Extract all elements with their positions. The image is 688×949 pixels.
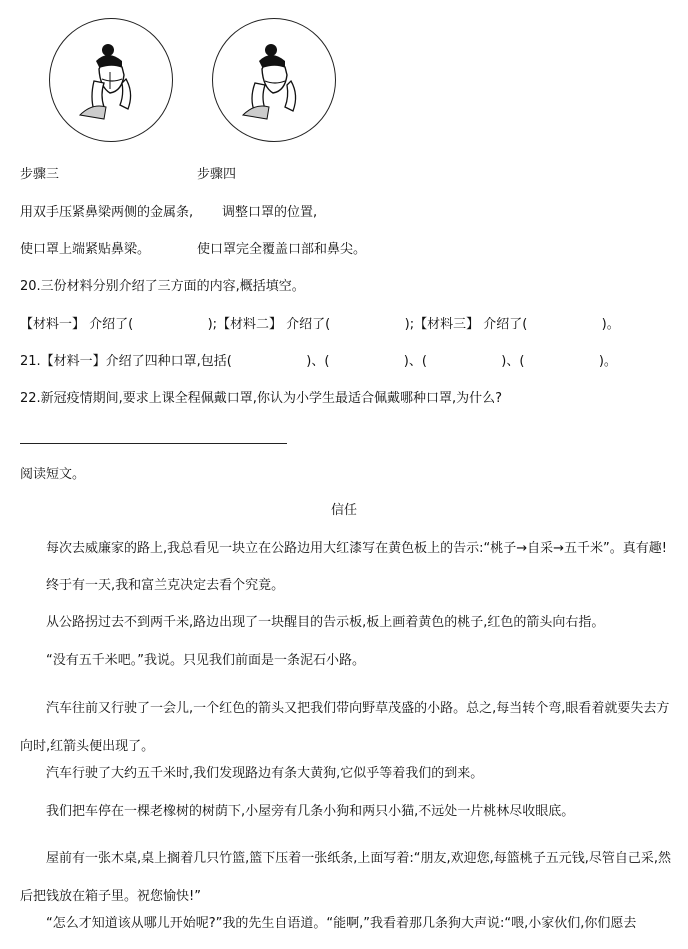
answer-line xyxy=(20,443,287,444)
step4-description-line2: 使口罩完全覆盖口部和鼻尖。 xyxy=(197,242,367,257)
step4-label: 步骤四 xyxy=(197,167,237,182)
step3-description-line1: 用双手压紧鼻梁两侧的金属条, xyxy=(20,205,194,220)
passage-paragraph: 从公路拐过去不到两千米,路边出现了一块醒目的告示板,板上画着黄色的桃子,红色的箭头向右指。 xyxy=(46,615,605,630)
passage-paragraph: “没有五千米吧。”我说。只见我们前面是一条泥石小路。 xyxy=(46,653,365,668)
step3-description-line2: 使口罩上端紧贴鼻梁。 xyxy=(20,242,151,257)
step4-description-line1: 调整口罩的位置, xyxy=(222,205,318,220)
passage-paragraph: 我们把车停在一棵老橡树的树荫下,小屋旁有几条小狗和两只小猫,不远处一片桃林尽收眼底。 xyxy=(46,804,575,819)
woman-adjusting-mask-icon xyxy=(213,19,337,143)
passage-title: 信任 xyxy=(330,503,357,518)
question-21: 21.【材料一】介绍了四种口罩,包括( )、( )、( )、( )。 xyxy=(20,354,617,369)
passage-paragraph: 每次去威廉家的路上,我总看见一块立在公路边用大红漆写在黄色板上的告示:“桃子→自采→五千米”。真有趣! xyxy=(46,541,667,556)
passage-paragraph: “怎么才知道该从哪儿开始呢?”我的先生自语道。“能啊,”我看着那几条狗大声说:“喂,小家伙们,你们愿去 xyxy=(46,916,637,931)
step3-illustration xyxy=(49,18,173,142)
woman-pressing-mask-icon xyxy=(50,19,174,143)
passage-paragraph: 屋前有一张木桌,桌上搁着几只竹篮,篮下压着一张纸条,上面写着:“朋友,欢迎您,每篮桃子五元钱,尽管自己采,然后把钱放在箱子里。祝您愉快!” xyxy=(20,851,672,904)
step3-label: 步骤三 xyxy=(20,167,60,182)
question-20-fill-blanks: 【材料一】 介绍了( );【材料二】 介绍了( );【材料三】 介绍了( )。 xyxy=(20,317,620,332)
step4-illustration xyxy=(212,18,336,142)
passage-paragraph: 汽车行驶了大约五千米时,我们发现路边有条大黄狗,它似乎等着我们的到来。 xyxy=(46,766,484,781)
reading-instruction: 阅读短文。 xyxy=(20,467,86,482)
question-20: 20.三份材料分别介绍了三方面的内容,概括填空。 xyxy=(20,279,305,294)
passage-paragraph: 汽车往前又行驶了一会儿,一个红色的箭头又把我们带向野草茂盛的小路。总之,每当转个弯,眼看着就要失去方向时,红箭头便出现了。 xyxy=(20,701,670,754)
passage-paragraph: 终于有一天,我和富兰克决定去看个究竟。 xyxy=(46,578,285,593)
question-22: 22.新冠疫情期间,要求上课全程佩戴口罩,你认为小学生最适合佩戴哪种口罩,为什么? xyxy=(20,391,502,406)
